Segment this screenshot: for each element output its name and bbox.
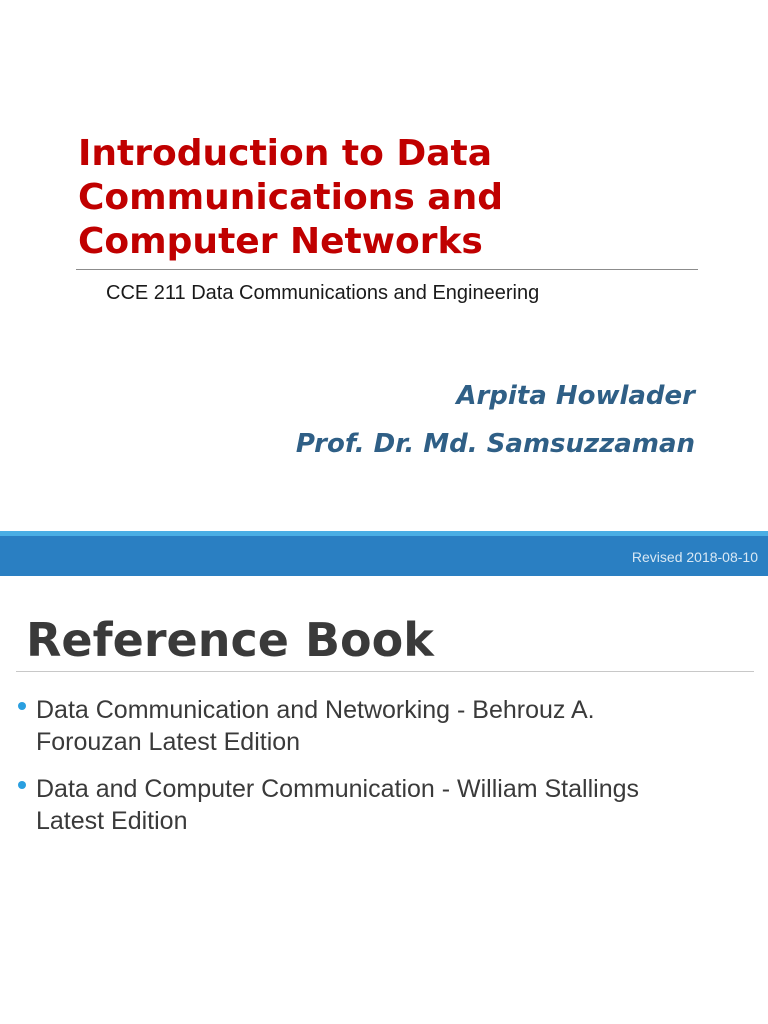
reference-slide xyxy=(0,576,768,1024)
title-divider xyxy=(76,269,698,270)
reference-divider xyxy=(16,671,754,672)
reference-text: Data and Computer Communication - William Stallings Latest Edition xyxy=(36,775,640,835)
revised-date: Revised 2018-08-10 xyxy=(631,549,758,565)
bullet-icon xyxy=(18,781,26,789)
slide-title: Introduction to Data Communications and Computer Networks xyxy=(78,133,503,262)
reference-text: Data Communication and Networking - Behrouz A. Forouzan Latest Edition xyxy=(36,696,595,756)
reference-title: Reference Book xyxy=(26,613,434,667)
bullet-icon xyxy=(18,702,26,710)
author-name-professor: Prof. Dr. Md. Samsuzzaman xyxy=(295,429,695,459)
course-subtitle: CCE 211 Data Communications and Engineering xyxy=(106,282,540,304)
author-name: Arpita Howlader xyxy=(456,381,695,411)
